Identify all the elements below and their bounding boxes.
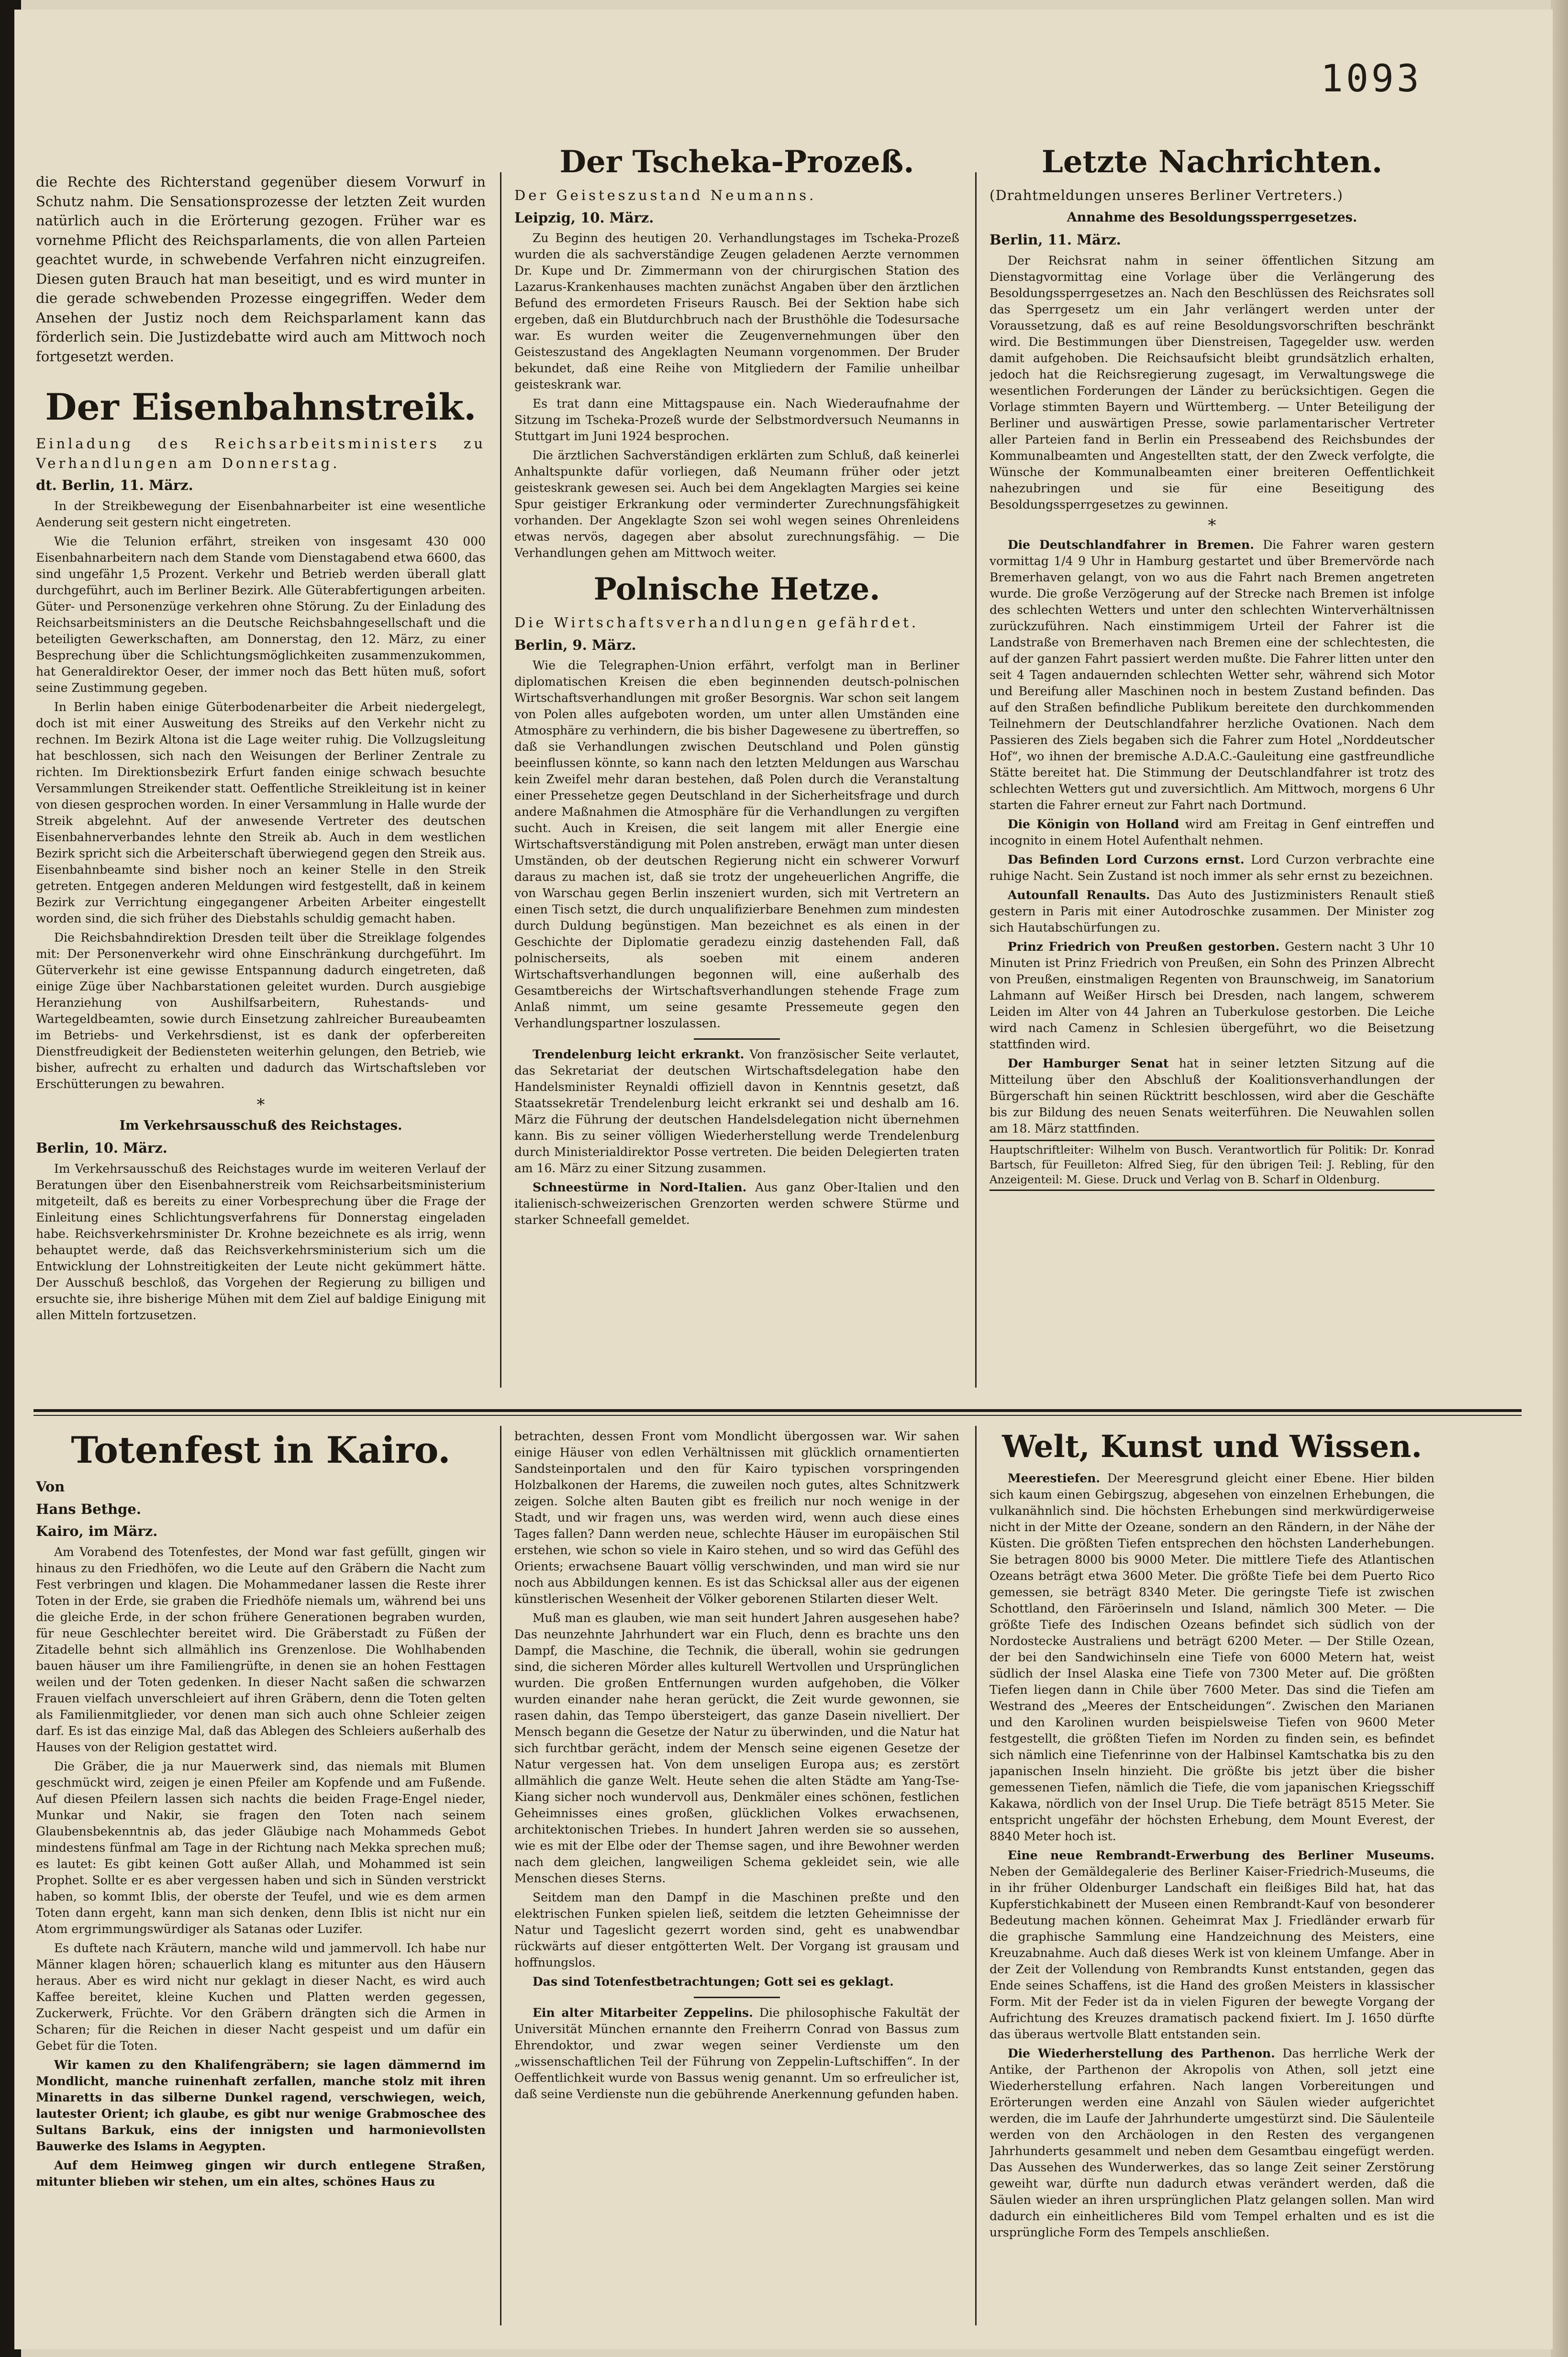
article-paragraph: Wie die Telegraphen-Union erfährt, verfolgt man in Berliner diplomatischen Kreisen die eben beginnenden deutsch-polnischen Wirtschaftsverhandlungen mit großer Besorgnis. War schon seit langem von Polen alles aufgeboten worden, um unter allen Umständen eine Atmosphäre zu verhindern, die bis bisher Dagewesene zu übertreffen, so daß sie Verhandlungen zwischen Deutschland und Polen günstig beeinflussen könnte, so kann nach den letzten Meldungen aus Warschau kein Zweifel mehr daran bestehen, daß Polen durch die Veranstaltung einer Pressehetze gegen Deutschland in der Sicherheitsfrage und durch andere Maßnahmen die Atmosphäre für die Verhandlungen zu vergiften sucht. Auch in Kreisen, die seit langem mit aller Energie eine Wirtschaftsverständigung mit Polen anstreben, erwägt man unter diesen Umständen, ob der deutschen Regierung nicht ein schwerer Vorwurf daraus zu machen ist, daß sie trotz der ungeheuerlichen Angriffe, die von Warschau gegen Berlin inszeniert wurden, sich mit Vertretern an einen Tisch setzt, die durch unqualifizierbare Benehmen zum mindesten durch Duldung begünstigen. Man bezeichnet es als einen in der Geschichte der Diplomatie geradezu einzig dastehenden Fall, daß polnischerseits, als soeben mit einem anderen Wirtschaftsverhandlungen begonnen will, eine außerhalb des Gesamtbereichs der Wirtschaftsverhandlungen stehende Frage zum Anlaß nimmt, um seine gesamte Pressemeute gegen den Verhandlungspartner loszulassen. bbox=[514, 658, 959, 1030]
short-rule bbox=[694, 1997, 780, 1998]
feature-text: Neben der Gemäldegalerie des Berliner Kaiser-Friedrich-Museums, die in ihr früher Oldenburger Landschaft ein fleißiges Bild hat, hat das Kupferstichkabinett der Museen einen Rembrandt-Kauf von besonderer Bedeutung machen können. Geheimrat Max J. Friedländer erwarb für die graphische Sammlung eine Handzeichnung des Meisters, eine Kreuzabnahme. Auch daß dieses Werk ist von kleinem Umfange. Aber in der Zeit der Vollendung von Rembrandts Kunst entstanden, gegen das Ende seines Schaffens, ist die Hand des großen Meisters in klassischer Form. Mit der Feder ist da in vielen Figuren der bewegte Vorgang der Aufrichtung des Kreuzes dramatisch packend fixiert. Im J. 1650 dürfte das überaus wertvolle Blatt entstanden sein. bbox=[990, 1865, 1435, 2041]
headline-welt-kunst-wissen: Welt, Kunst und Wissen. bbox=[1002, 1429, 1422, 1465]
headline-totenfest: Totenfest in Kairo. bbox=[71, 1429, 451, 1471]
item-paragraph bbox=[990, 1056, 1435, 1137]
scan-edge-right bbox=[1551, 0, 1568, 2357]
item-text: Gestern nacht 3 Uhr 10 Minuten ist Prinz Friedrich von Preußen, ein Sohn des Prinzen Albrecht von Preußen, einstmaligen Regenten von Braunschweig, im Sanatorium Lahmann auf Weißer Hirsch bei Dresden, nach langem, schwerem Leiden im Alter von 44 Jahren an Tuberkulose gestorben. Die Leiche wird nach Camenz in Schlesien übergeführt, wo die Beisetzung stattfinden wird. bbox=[990, 939, 1435, 1051]
article-paragraph: Die Gräber, die ja nur Mauerwerk sind, das niemals mit Blumen geschmückt wird, zeigen je einen Pfeiler am Kopfende und am Fußende. Auf diesen Pfeilern lassen sich nachts die beiden Frage-Engel nieder, Munkar und Nakir, sie fragen den Toten nach seinem Glaubensbekenntnis ab, das jeder Gläubige nach Mohammeds Gebot mindestens fünfmal am Tage in der Richtung nach Mekka sprechen muß; es lautet: Es gibt keinen Gott außer Allah, und Mohammed ist sein Prophet. Sollte er es aber vergessen haben und sich in Sünden verstrickt haben, so kommt Iblis, der oberste der Teufel, und wie es dem armen Toten dann ergeht, kann man sich denken, denn Iblis ist nicht nur ein Atom ergrimmungswürdiger als Satanas oder Luzifer. bbox=[36, 1759, 486, 1936]
dateline-totenfest: Kairo, im März. bbox=[36, 1523, 158, 1539]
sub2-title: Im Verkehrsausschuß des Reichstages. bbox=[119, 1118, 402, 1133]
column-1-bottom bbox=[36, 1428, 486, 2328]
article-paragraph: Zu Beginn des heutigen 20. Verhandlungstages im Tscheka-Prozeß wurden die als sachverständige Zeugen geladenen Aerzte vernommen Dr. Kupe und Dr. Zimmermann von der chirurgischen Station des Lazarus-Krankenhauses machten zunächst Angaben über den ärztlichen Befund des ermordeten Friseurs Rausch. Bei der Sektion habe sich ergeben, daß ein Blutdurchbruch nach der Brusthöhle die Todesursache war. Es wurden weiter die Zeugenvernehmungen über den Geisteszustand des Angeklagten Neumann vorgenommen. Der Bruder bekundet, daß eine Reihe von Mitgliedern der Familie unheilbar geisteskrank war. bbox=[514, 231, 959, 391]
subhead-eisenbahnstreik: Einladung des Reichsarbeitsministers zu Verhandlungen am Donnerstag. bbox=[36, 435, 486, 471]
article-paragraph: In der Streikbewegung der Eisenbahnarbeiter ist eine wesentliche Aenderung seit gestern nicht eingetreten. bbox=[36, 499, 486, 529]
headline-eisenbahnstreik: Der Eisenbahnstreik. bbox=[45, 386, 477, 428]
item-text: Die Fahrer waren gestern vormittag 1/4 9 Uhr in Hamburg gestartet und über Bremervörde nach Bremerhaven gelangt, von wo aus die Fahrt nach Bremen angetreten wurde. Die große Verzögerung auf der Strecke nach Bremen ist infolge des schlechten Wetters und unter den schlechten Winterverhältnissen zurückzuführen. Nach einstimmigem Urteil der Fahrer ist die Landstraße von Bremerhaven nach Bremen eine der schlechtesten, die auf der ganzen Fahrt passiert werden mußte. Die Fahrer litten unter den seit 4 Tagen andauernden schlechten Wetter sehr, während sich Motor und Bereifung aller Maschinen noch in bestem Zustand befinden. Das auf den Straßen befindliche Publikum bereitete den durchkommenden Teilnehmern der Deutschlandfahrer herzliche Ovationen. Nach dem Passieren des Ziels begaben sich die Fahrer zum Hotel „Norddeutscher Hof“, wo ihnen der bremische A.D.A.C.-Gauleitung eine gastfreundliche Stätte bereitet hat. Die Stimmung der Deutschlandfahrer ist trotz des schlechten Wetters gut und zuversichtlich. Am Mittwoch, morgens 6 Uhr starten die Fahrer erneut zur Fahrt nach Dortmund. bbox=[990, 537, 1435, 812]
item-paragraph: Der Reichsrat nahm in seiner öffentlichen Sitzung am Dienstagvormittag eine Vorlage über die Verlängerung des Besoldungssperrgesetzes an. Nach den Beschlüssen des Reichsrates soll das Sperrgesetz um ein Jahr verlängert werden unter der Voraussetzung, daß es auf reine Besoldungsvorschriften beschränkt wird. Die Bestimmungen über Dienstreisen, Tagegelder usw. werden damit aufgehoben. Die Reichsaufsicht bleibt grundsätzlich erhalten, jedoch hat die Reichsregierung zugesagt, im Verwaltungswege die wesentlichen Forderungen der Länder zu berücksichtigen. Gegen die Vorlage stimmten Bayern und Württemberg. — Unter Beteiligung der Berliner und auswärtigen Presse, sowie parlamentarischer Vertreter aller Parteien fand in Berlin ein Presseabend des Reichsbundes der Kommunalbeamten und Angestellten statt, der den Zweck verfolgte, die Wünsche der Kommunalbeamten einer breiteren Oeffentlichkeit nahezubringen und sie für eine Beseitigung des Besoldungssperrgesetzes zu gewinnen. bbox=[990, 253, 1435, 511]
column-rule-2 bbox=[975, 172, 977, 1388]
note-lead: Schneestürme in Nord-Italien. bbox=[533, 1180, 747, 1194]
separator-star: * bbox=[1208, 515, 1216, 535]
column-rule-3 bbox=[500, 1426, 501, 2325]
imprint: Hauptschriftleiter: Wilhelm von Busch. Verantwortlich für Politik: Dr. Konrad Bartsch, für Feuilleton: Alfred Sieg, für den übrigen Teil: J. Rebling, für den Anzeigenteil: M. Giese. Druck und Verlag von B. Scharf in Oldenburg. bbox=[990, 1140, 1435, 1191]
sub2-dateline: Berlin, 10. März. bbox=[36, 1140, 167, 1156]
byline-von: Von bbox=[36, 1479, 65, 1495]
item-paragraph bbox=[990, 887, 1435, 936]
item-lead: Der Hamburger Senat bbox=[1008, 1056, 1169, 1070]
news-note bbox=[514, 1046, 959, 1177]
short-rule bbox=[694, 1038, 780, 1040]
subhead-letzte-nachrichten: (Drahtmeldungen unseres Berliner Vertreters.) bbox=[990, 187, 1343, 203]
column-3-bottom bbox=[990, 1428, 1435, 2328]
item-paragraph bbox=[990, 537, 1435, 813]
item-paragraph bbox=[990, 939, 1435, 1053]
subhead-polnische-hetze: Die Wirtschaftsverhandlungen gefährdet. bbox=[514, 614, 919, 631]
note-text: Die philosophische Fakultät der Universität München ernannte den Freiherrn Conrad von Bassus zum Ehrendoktor, und zwar wegen seiner Verdienste um den „wissenschaftlichen Teil der Führung von Zeppelin-Luftschiffen“. In der Oeffentlichkeit wurde von Bassus wenig genannt. Um so erfreulicher ist, daß seine Verdienste nun die gebührende Anerkennung gefunden haben. bbox=[514, 2006, 959, 2101]
article-paragraph: Wir kamen zu den Khalifengräbern; sie lagen dämmernd im Mondlicht, manche ruinenhaft zerfallen, manche stolz mit ihren Minaretts in das silberne Dunkel ragend, verschwiegen, weich, lautester Orient; ich glaube, es gibt nur wenige Grabmoschee des Sultans Barkuk, eins der innigsten und harmonievollsten Bauwerke des Islams in Aegypten. bbox=[36, 2057, 486, 2153]
note-lead: Trendelenburg leicht erkrankt. bbox=[533, 1047, 745, 1061]
feature-text: Der Meeresgrund gleicht einer Ebene. Hier bilden sich kaum einen Gebirgszug, abgesehen von einzelnen Erhebungen, die vulkanähnlich sind. Die höchsten Erhebungen sind merkwürdigerweise nicht in der Mitte der Ozeane, sondern an den Rändern, in der Nähe der Küsten. Die größten Tiefen entsprechen den höchsten Landerhebungen. Sie betragen 8000 bis 9000 Meter. Die mittlere Tiefe des Atlantischen Ozeans beträgt etwa 3600 Meter. Die größte Tiefe bei dem Puerto Rico gemessen, sie beträgt 8340 Meter. Die geringste Tiefe ist zwischen Schottland, den Färöerinseln und Island, nämlich 300 Meter. — Die größte Tiefe des Indischen Ozeans befindet sich südlich von der Nordostecke Australiens und beträgt 6200 Meter. — Der Stille Ozean, der bei den Sandwichinseln eine Tiefe von 6000 Metern hat, weist südlich der Insel Alaska eine Tiefe von 7300 Meter auf. Die größten Tiefen liegen dann in Chile über 7600 Meter. Das sind die Tiefen am Westrand des „Meeres der Entscheidungen“. Zwischen den Marianen und den Karolinen wurden beispielsweise Tiefen von 9600 Meter festgestellt, die größten Tiefen im Norden zu finden sein, es befindet sich nämlich eine Tiefenrinne von der Halbinsel Kamtschatka bis zu den japanischen Inseln hinzieht. Die größte bis jetzt über die bisher gemessenen Tiefen, nämlich die Tiefe, die vom japanischen Kriegsschiff Kakawa, nördlich von der Insel Urup. Die Tiefe beträgt 8515 Meter. Sie entspricht ungefähr der höchsten Erhebung, dem Mount Everest, der 8840 Meter hoch ist. bbox=[990, 1471, 1435, 1843]
note-lead: Ein alter Mitarbeiter Zeppelins. bbox=[533, 2006, 753, 2020]
column-2-top bbox=[514, 144, 959, 1397]
sub2-paragraph: Im Verkehrsausschuß des Reichstages wurde im weiteren Verlauf der Beratungen über den Eisenbahnerstreik vom Reichsarbeitsministerium mitgeteilt, daß es bereits zu einer Vorbesprechung über die Frage der Einleitung eines Schlichtungsverfahrens für Donnerstag eingeladen habe. Reichsverkehrsminister Dr. Krohne bezeichnete es als irrig, wenn behauptet werde, daß das Reichsverkehrsministerium sich um die Entwicklung der Lohnstreitigkeiten der Leute nicht gekümmert hätte. Der Ausschuß beschloß, das Vorgehen der Regierung zu billigen und ersuchte sie, ihre bisherige Mühen mit dem Ziel auf baldige Einigung mit allen Mitteln fortzusetzen. bbox=[36, 1161, 486, 1322]
article-paragraph: Wie die Telunion erfährt, streiken von insgesamt 430 000 Eisenbahnarbeitern nach dem Stande vom Dienstagabend etwa 6600, das sind ungefähr 1,5 Prozent. Verkehr und Betrieb werden überall glatt durchgeführt, auch im Berliner Bezirk. Alle Güterabfertigungen arbeiten. Güter- und Personenzüge verkehren ohne Störung. Zu der Einladung des Reichsarbeitsministers an die Deutsche Reichsbahngesellschaft und die beteiligten Gewerkschaften, am Donnerstag, den 12. März, zu einer Besprechung über die Schlichtungsmöglichkeiten zusammenzukommen, hat Generaldirektor Oeser, der immer noch das Bett hüten muß, sofort seine Zustimmung gegeben. bbox=[36, 534, 486, 695]
column-rule-4 bbox=[975, 1426, 977, 2325]
feature-lead: Die Wiederherstellung des Parthenon. bbox=[1008, 2046, 1275, 2060]
dateline-eisenbahnstreik: dt. Berlin, 11. März. bbox=[36, 477, 193, 493]
article-paragraph: Muß man es glauben, wie man seit hundert Jahren ausgesehen habe? Das neunzehnte Jahrhundert war ein Fluch, denn es brachte uns den Dampf, die Maschine, die Technik, die überall, wohin sie gedrungen sind, die sicheren Mörder alles kulturell Wertvollen und Ursprünglichen wurden. Die großen Entfernungen wurden aufgehoben, die Völker wurden einander nahe heran gerückt, die Zeit wurde gewonnen, sie rasen dahin, das Tempo übersteigert, das ganze Dasein nivelliert. Der Mensch begann die Gesetze der Natur zu überwinden, und die Natur hat sich furchtbar gerächt, indem der Mensch seine eigenen Gesetze der Natur vergessen hat. Von dem unseligen Europa aus; es zerstört allmählich die ganze Welt. Heute sehen die alten Städte am Yang-Tse-Kiang sicher noch wundervoll aus, Denkmäler eines schönen, festlichen Geheimnisses eines großen, glücklichen Volkes erwachsenen, architektonischen Triebes. In hundert Jahren werden sie so aussehen, wie es mit der Elbe oder der Themse sagen, und ihre Bewohner werden nach dem gleichen, langweiligen Schema gekleidet sein, wie alle Menschen dieses Sterns. bbox=[514, 1611, 959, 1885]
feature-paragraph bbox=[990, 2046, 1435, 2241]
feature-lead: Meerestiefen. bbox=[1008, 1471, 1101, 1485]
subhead-tscheka: Der Geisteszustand Neumanns. bbox=[514, 187, 817, 203]
column-1-top bbox=[36, 172, 486, 1397]
feature-lead: Eine neue Rembrandt-Erwerbung des Berliner Museums. bbox=[1008, 1848, 1435, 1862]
feature-text: Das herrliche Werk der Antike, der Parthenon der Akropolis von Athen, soll jetzt eine Wiederherstellung erfahren. Nach langen Vorbereitungen und Erörterungen werden eine Anzahl von Säulen wieder aufgerichtet werden, die im Laufe der Jahrhunderte umgestürzt sind. Die Säulenteile werden von den Archäologen in den Resten des vergangenen Jahrhunderts gesammelt und neben dem Gesamtbau eingefügt werden. Das Aussehen des Wunderwerkes, das so lange Zeit seiner Zerstörung geweiht war, dürfte nun dadurch etwas verändert werden, daß die Säulen wieder an ihren ursprünglichen Platz gelangen sollen. Man wird dadurch ein einheitlicheres Bild vom Tempel erhalten und es ist die ursprüngliche Form des Tempels anschließen. bbox=[990, 2046, 1435, 2239]
news-note bbox=[514, 2005, 959, 2102]
column-2-bottom bbox=[514, 1428, 959, 2328]
item-lead: Das Befinden Lord Curzons ernst. bbox=[1008, 852, 1245, 867]
article-paragraph: In Berlin haben einige Güterbodenarbeiter die Arbeit niedergelegt, doch ist mit einer Ausweitung des Streiks auf den Verkehr nicht zu rechnen. Im Bezirk Altona ist die Lage weiter ruhig. Die Vollzugsleitung hat beschlossen, sich nach den Weisungen der Berliner Zentrale zu richten. Im Direktionsbezirk Erfurt fanden einige schwach besuchte Versammlungen Streikender statt. Oeffentliche Streikleitung ist in keiner von diesen gesprochen worden. In einer Versammlung in Halle wurde der Streik abgelehnt. Auf der anwesende Vertreter des deutschen Eisenbahnerverbandes lehnte den Streik ab. Auch in dem westlichen Bezirk spricht sich die Arbeiterschaft überwiegend gegen den Streik aus. Eisenbahnbeamte sind bisher noch an keiner Stelle in den Streik getreten. Entgegen anderen Meldungen wird festgestellt, daß in keinem Bezirk zur Verrichtung eingegangener Arbeiten Arbeiter eingestellt worden sind, die sich früher des Diebstahls schuldig gemacht haben. bbox=[36, 700, 486, 925]
item-lead: Die Deutschlandfahrer in Bremen. bbox=[1008, 537, 1254, 552]
item-lead: Prinz Friedrich von Preußen gestorben. bbox=[1008, 939, 1280, 954]
dateline-polnische-hetze: Berlin, 9. März. bbox=[514, 636, 636, 653]
item-paragraph bbox=[990, 816, 1435, 849]
feature-paragraph bbox=[990, 1847, 1435, 2043]
headline-polnische-hetze: Polnische Hetze. bbox=[593, 571, 880, 607]
item-lead: Autounfall Renaults. bbox=[1008, 888, 1150, 902]
article-paragraph: Auf dem Heimweg gingen wir durch entlegene Straßen, mitunter blieben wir stehen, um ein altes, schönes Haus zu bbox=[36, 2158, 486, 2189]
article-paragraph: Die ärztlichen Sachverständigen erklärten zum Schluß, daß keinerlei Anhaltspunkte dafür vorliegen, daß Neumann früher oder jetzt geisteskrank gewesen sei. Auch bei dem Angeklagten Margies sei keine Spur geistiger Erkrankung oder verminderter Zurechnungsfähigkeit vorhanden. Der Angeklagte Szon sei wohl wegen seines Ohrenleidens etwas nervös, dagegen aber absolut zurechnungsfähig. — Die Verhandlungen gehen am Mittwoch weiter. bbox=[514, 448, 959, 560]
headline-tscheka: Der Tscheka-Prozeß. bbox=[559, 144, 914, 180]
article-paragraph: Es trat dann eine Mittagspause ein. Nach Wiederaufnahme der Sitzung im Tscheka-Prozeß wurde der Selbstmordversuch Neumanns in Stuttgart im Juni 1924 besprochen. bbox=[514, 397, 959, 443]
item-title: Annahme des Besoldungssperrgesetzes. bbox=[1067, 210, 1357, 225]
item-text: wird am Freitag in Genf eintreffen und incognito in einem Hotel Aufenthalt nehmen. bbox=[990, 817, 1435, 847]
article-paragraph: Es duftete nach Kräutern, manche wild und jammervoll. Ich habe nur Männer klagen hören; schauerlich klang es mitunter aus den Häusern heraus. Aber es wird nicht nur geklagt in dieser Nacht, es wird auch Kaffee bereitet, kleine Kuchen und Platten werden gegessen, Zuckerwerk, Früchte. Vor den Gräbern drängten sich die Armen in Scharen; für die Reichen in dieser Nacht gespeist und um dafür ein Gebet für die Toten. bbox=[36, 1941, 486, 2053]
item-dateline: Berlin, 11. März. bbox=[990, 232, 1121, 248]
item-text: Lord Curzon verbrachte eine ruhige Nacht. Sein Zustand ist noch immer als sehr ernst zu bezeichnen. bbox=[990, 852, 1435, 883]
column-rule-1 bbox=[500, 172, 501, 1388]
column-3-top bbox=[990, 144, 1435, 1397]
intro-paragraph: die Rechte des Richterstand gegenüber diesem Vorwurf in Schutz nahm. Die Sensationsprozesse der letzten Zeit wurden natürlich auch in die Erörterung gezogen. Früher war es vornehme Pflicht des Reichsparlaments, die von allen Parteien geachtet wurde, in schwebende Verfahren nicht einzugreifen. Diesen guten Brauch hat man beseitigt, und es wird munter in die gerade schwebenden Prozesse eingegriffen. Weder dem Ansehen der Justiz noch dem Reichsparlament kann das förderlich sein. Die Justizdebatte wird auch am Mittwoch noch fortgesetzt werden. bbox=[36, 174, 486, 365]
article-paragraph: Seitdem man den Dampf in die Maschinen preßte und den elektrischen Funken spielen ließ, seitdem die letzten Geheimnisse der Natur und Tageslicht gezerrt worden sind, geht es unabwendbar rückwärts auf dieser entgötterten Welt. Der Vorgang ist grausam und hoffnungslos. bbox=[514, 1890, 959, 1969]
article-paragraph: Das sind Totenfestbetrachtungen; Gott sei es geklagt. bbox=[533, 1975, 894, 1989]
dateline-tscheka: Leipzig, 10. März. bbox=[514, 209, 654, 226]
news-note bbox=[514, 1179, 959, 1228]
byline-author: Hans Bethge. bbox=[36, 1501, 141, 1517]
feuilleton-rule-thin bbox=[33, 1415, 1522, 1416]
article-paragraph: Die Reichsbahndirektion Dresden teilt über die Streiklage folgendes mit: Der Personenverkehr wird ohne Einschränkung durchgeführt. Im Güterverkehr ist eine gewisse Entspannung dadurch eingetreten, daß einige Züge über Nachbarstationen geleitet wurden. Durch ausgiebige Heranziehung von Aushilfsarbeitern, Ruhestands- und Wartegeldbeamten, sowie durch Einsetzung zahlreicher Bureaubeamten im Betriebs- und Verkehrsdienst, ist es dank der opferbereiten Dienstfreudigkeit der Bediensteten weiterhin gelungen, den Betrieb, wie bisher, aufrecht zu erhalten und dadurch das Wirtschaftsleben vor Erschütterungen zu bewahren. bbox=[36, 930, 486, 1091]
item-paragraph bbox=[990, 852, 1435, 884]
item-text: Das Auto des Justizministers Renault stieß gestern in Paris mit einer Autodroschke zusammen. Der Minister zog sich Hautabschürfungen zu. bbox=[990, 888, 1435, 934]
article-paragraph: betrachten, dessen Front vom Mondlicht übergossen war. Wir sahen einige Häuser von edlen Verhältnissen mit glücklich ornamentierten Sandsteinportalen und den für Kairo typischen vorspringenden Holzbalkonen der Harems, die zuweilen noch gutes, altes Schnitzwerk zeigen. Solche alten Bauten gibt es freilich nur noch wenige in der Stadt, und wir fragen uns, was werden wird, wenn auch diese eines Tages fallen? Dann werden neue, schlechte Häuser im europäischen Stil erstehen, wie schon so viele in Kairo stehen, und so wird das Gefühl des Orients; erwachsene Bauart völlig verschwinden, und man wird sie nur noch aus Abbildungen kennen. Es ist das Schicksal aller aus der eigenen künstlerischen Wesenheit der Völker geborenen Stilarten dieser Welt. bbox=[514, 1429, 959, 1606]
page-number: 1093 bbox=[1321, 57, 1422, 100]
item-text: hat in seiner letzten Sitzung auf die Mitteilung über den Abschluß der Koalitionsverhandlungen der Bürgerschaft hin seinen Rücktritt beschlossen, wird aber die Geschäfte bis zur Bildung des neuen Senats weiterführen. Die Neuwahlen sollen am 18. März stattfinden. bbox=[990, 1056, 1435, 1135]
separator-star: * bbox=[256, 1095, 265, 1114]
item-lead: Die Königin von Holland bbox=[1008, 817, 1179, 831]
note-text: Von französischer Seite verlautet, das Sekretariat der deutschen Wirtschaftsdelegation habe den Handelsminister Reynaldi offiziell davon in Kenntnis gesetzt, daß Staatssekretär Trendelenburg leicht erkrankt sei und deshalb am 16. März die Führung der deutschen Handelsdelegation nicht übernehmen kann. Bis zu seiner völligen Wiederherstellung werde Trendelenburg durch Ministerialdirektor Posse vertreten. Die beiden Delegierten traten am 16. März zu einer Sitzung zusammen. bbox=[514, 1047, 959, 1175]
headline-letzte-nachrichten: Letzte Nachrichten. bbox=[1041, 144, 1383, 180]
note-text: Aus ganz Ober-Italien und den italienisch-schweizerischen Grenzorten werden schwere Stürme und starker Schneefall gemeldet. bbox=[514, 1180, 959, 1227]
feature-paragraph bbox=[990, 1470, 1435, 1845]
article-paragraph: Am Vorabend des Totenfestes, der Mond war fast gefüllt, gingen wir hinaus zu den Friedhöfen, wo die Leute auf den Gräbern die Nacht zum Fest verbringen und klagen. Die Mohammedaner lassen die Reste ihrer Toten in der Erde, sie graben die Friedhöfe niemals um, während bei uns die gleiche Erde, in der schon frühere Generationen begraben wurden, für neue Geschlechter bereitet wird. Die Gräberstadt zu Füßen der Zitadelle behnt sich allmählich ins Grenzenlose. Die Wohlhabenden bauen häuser um ihre Familiengrüfte, in denen sie an hohen Festtagen weilen und der Toten gedenken. In dieser Nacht saßen die schwarzen Frauen vielfach unverschleiert auf ihren Gräbern, denn die Toten gelten als Familienmitglieder, vor denen man sich auch ohne Schleier zeigen darf. Es ist das einzige Mal, daß das Ablegen des Schleiers außerhalb des Hauses von der Religion gestattet wird. bbox=[36, 1545, 486, 1754]
feuilleton-rule bbox=[33, 1409, 1522, 1412]
